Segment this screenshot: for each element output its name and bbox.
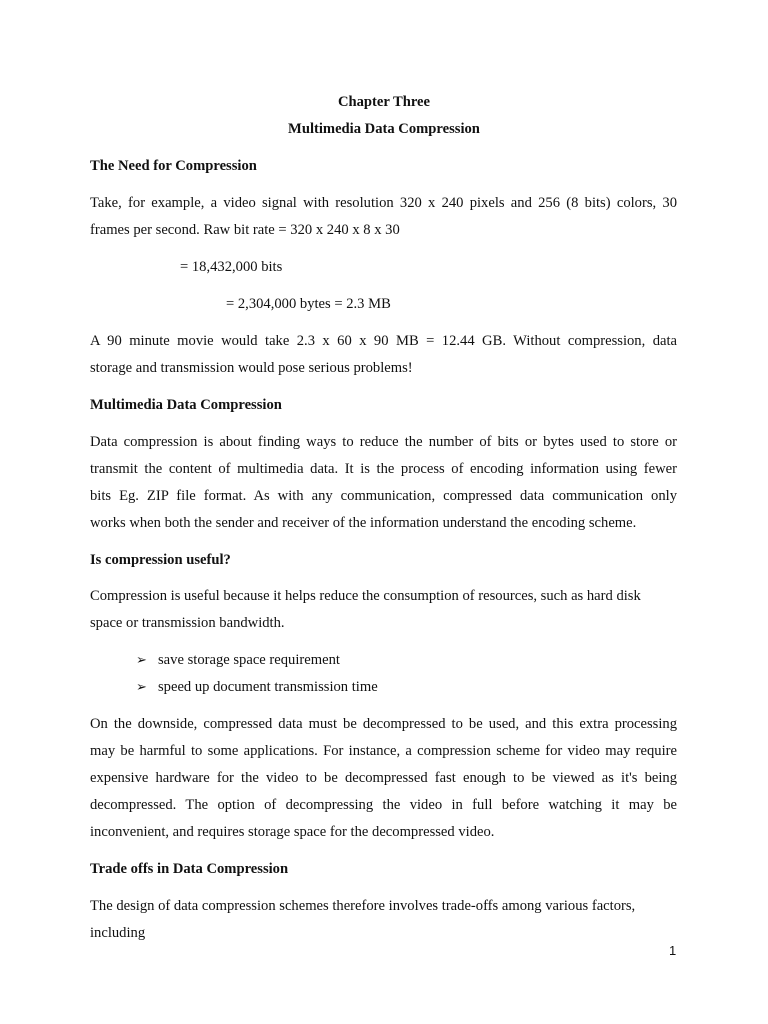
calculation-line: = 18,432,000 bits	[180, 259, 283, 275]
paragraph-line: Compression is useful because it helps reduce the consumption of resources, such as hard disk	[90, 588, 641, 604]
paragraph-line: including	[90, 925, 146, 941]
arrow-bullet-icon: ➢	[136, 680, 147, 695]
list-item	[136, 679, 378, 696]
section-heading-tradeoffs: Trade offs in Data Compression	[90, 861, 289, 877]
paragraph-line: On the downside, compressed data must be decompressed to be used, and this extra processing	[90, 716, 677, 732]
paragraph-line: transmit the content of multimedia data. It is the process of encoding information using fewer	[90, 461, 677, 477]
paragraph-line: frames per second. Raw bit rate = 320 x 240 x 8 x 30	[90, 222, 400, 238]
page-number: 1	[669, 943, 677, 958]
section-heading-mdc: Multimedia Data Compression	[90, 397, 282, 413]
paragraph-line: inconvenient, and requires storage space for the decompressed video.	[90, 824, 495, 840]
list-item-text: speed up document transmission time	[158, 679, 378, 695]
arrow-bullet-icon: ➢	[136, 653, 147, 668]
chapter-title: Chapter Three	[337, 94, 431, 110]
paragraph-line: works when both the sender and receiver of the information understand the encoding scheme.	[90, 515, 637, 531]
section-heading-need: The Need for Compression	[90, 158, 257, 174]
section-heading-useful: Is compression useful?	[90, 552, 231, 568]
list-item-text: save storage space requirement	[158, 652, 340, 668]
paragraph-line: decompressed. The option of decompressing the video in full before watching it may be	[90, 797, 677, 813]
paragraph-line: may be harmful to some applications. For instance, a compression scheme for video may require	[90, 743, 677, 759]
paragraph-line: The design of data compression schemes therefore involves trade-offs among various factors,	[90, 898, 636, 914]
paragraph-line: space or transmission bandwidth.	[90, 615, 285, 631]
paragraph-line: Take, for example, a video signal with resolution 320 x 240 pixels and 256 (8 bits) colors, 30	[90, 195, 677, 211]
paragraph-line: A 90 minute movie would take 2.3 x 60 x 90 MB = 12.44 GB. Without compression, data	[90, 333, 677, 349]
paragraph-line: expensive hardware for the video to be decompressed fast enough to be viewed as it's being	[90, 770, 677, 786]
paragraph-line: Data compression is about finding ways to reduce the number of bits or bytes used to store or	[90, 434, 677, 450]
chapter-subtitle: Multimedia Data Compression	[288, 121, 480, 137]
paragraph-line: storage and transmission would pose serious problems!	[90, 360, 413, 376]
paragraph-line: bits Eg. ZIP file format. As with any communication, compressed data communication only	[90, 488, 677, 504]
calculation-line: = 2,304,000 bytes = 2.3 MB	[226, 296, 391, 312]
list-item	[136, 652, 340, 669]
